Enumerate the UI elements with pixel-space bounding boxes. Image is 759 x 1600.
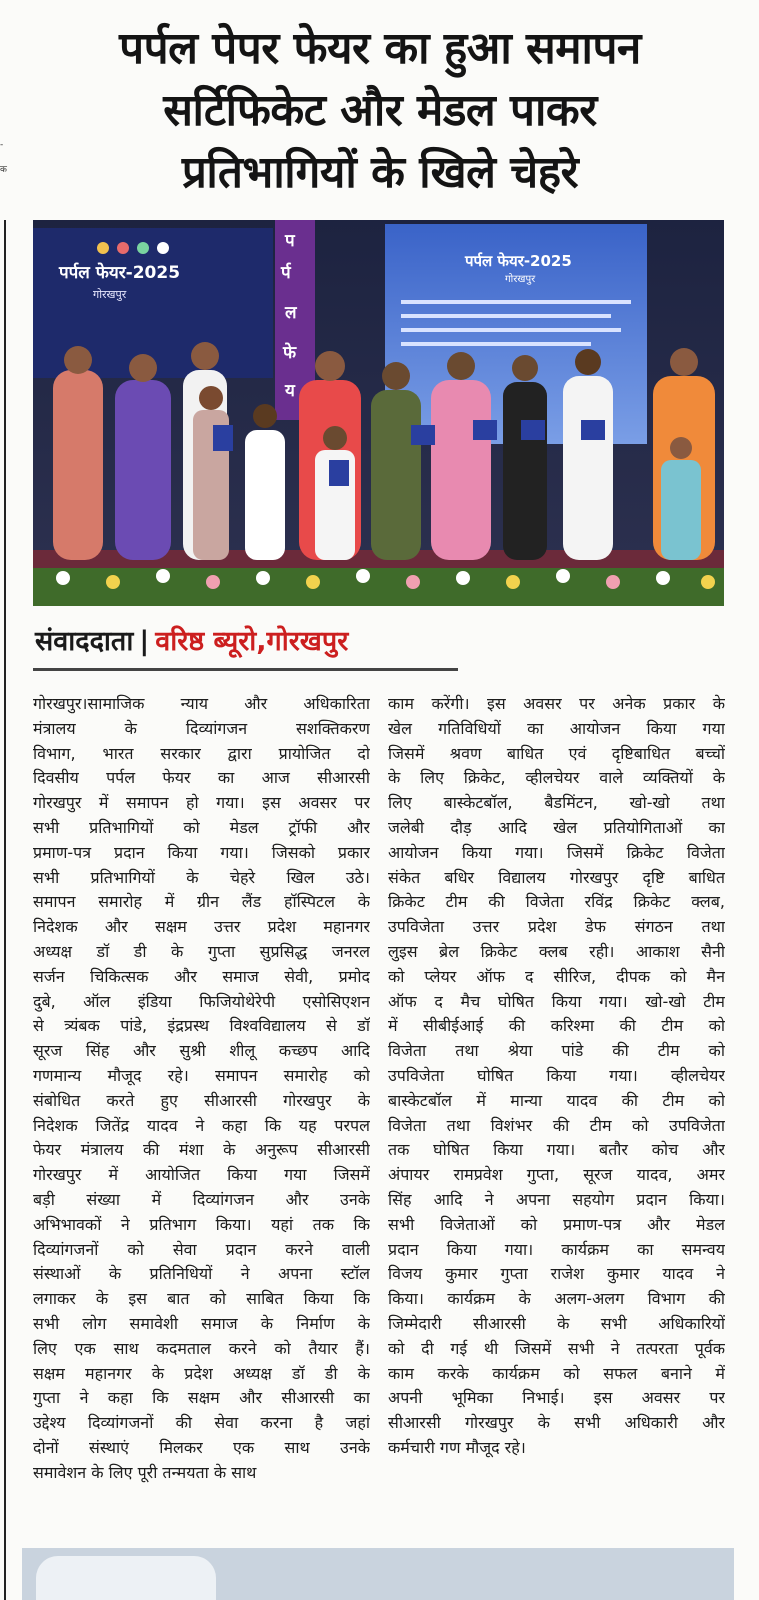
article-line: दोनों संस्थाएं मिलकर एक साथ उनके	[33, 1437, 370, 1457]
article-line: सभी लोग समावेशी समाज के निर्माण के	[33, 1313, 370, 1333]
byline-underline	[33, 668, 458, 671]
article-line: जिम्मेदारी सीआरसी के सभी अधिकारियों	[388, 1313, 725, 1333]
banner-logo	[157, 242, 169, 254]
article-line: समापन समारोह में ग्रीन लैंड हॉस्पिटल के	[33, 892, 370, 912]
headline-line: प्रतिभागियों के खिले चेहरे	[181, 147, 579, 198]
article-line: जिसमें श्रवण बाधित एवं दृष्टिबाधित बच्चों	[388, 743, 725, 763]
article-line: ऑफ द मैच घोषित किया गया। खो-खो टीम	[388, 991, 725, 1011]
article-line: किया। कार्यक्रम के अलग-अलग विभाग की	[388, 1289, 725, 1309]
pillar-letter: ल	[285, 303, 297, 323]
article-line: संबोधित करते हुए सीआरसी गोरखपुर के	[33, 1090, 370, 1110]
pillar-letter: र्प	[281, 263, 291, 283]
article-line: अपनी भूमिका निभाई। इस अवसर पर	[388, 1388, 725, 1408]
article-line: में सीबीईआई की करिश्मा की टीम को	[388, 1016, 725, 1036]
article-line: कर्मचारी गण मौजूद रहे।	[388, 1437, 526, 1457]
article-line: उद्देश्य दिव्यांगजनों की सेवा करना है जहां	[33, 1413, 370, 1433]
byline-label: संवाददाता	[35, 626, 134, 657]
article-line: फेयर मंत्रालय की मंशा के अनुरूप सीआरसी	[33, 1140, 370, 1160]
article-line: लगाकर के इस बात को साबित किया कि	[33, 1289, 370, 1309]
pillar-letter: प	[285, 231, 295, 251]
margin-fragment: -	[0, 140, 4, 150]
pillar-letter: फे	[283, 343, 297, 363]
article-line: गणमान्य मौजूद रहे। समापन समारोह को	[33, 1065, 370, 1085]
article-line: अभिभावकों ने प्रतिभाग किया। यहां तक कि	[33, 1214, 370, 1234]
article-line: काम करके कार्यक्रम को सफल बनाने में	[388, 1363, 725, 1383]
article-line: के लिए क्रिकेट, व्हीलचेयर वाले व्यक्तियों के	[388, 768, 725, 788]
article-line: गोरखपुर में आयोजित किया गया जिसमें	[33, 1165, 370, 1185]
article-line: काम करेंगी। इस अवसर पर अनेक प्रकार के	[388, 694, 725, 713]
left-margin-strip	[0, 0, 14, 1600]
article-line: से त्र्यंबक पांडे, इंद्रप्रस्थ विश्वविद्यालय से डॉ	[33, 1016, 370, 1036]
screen-text-line	[401, 342, 591, 346]
left-banner-title: पर्पल फेयर-2025	[59, 263, 181, 283]
bottom-band	[22, 1548, 734, 1600]
headline-line: सर्टिफिकेट और मेडल पाकर	[163, 85, 597, 136]
margin-fragment: क	[0, 165, 7, 175]
article-line: लुइस ब्रेल क्रिकेट क्लब रही। आकाश सैनी	[388, 941, 725, 961]
article-line: निदेशक और सक्षम उत्तर प्रदेश महानगर	[33, 917, 370, 937]
bottom-band-tab	[36, 1556, 216, 1600]
byline-separator: |	[139, 626, 150, 657]
article-column-left	[33, 692, 370, 1486]
headline	[20, 18, 740, 204]
article-line: बास्केटबॉल में मान्या यादव की टीम को	[388, 1090, 725, 1110]
article-line: सर्जन चिकित्सक और समाज सेवी, प्रमोद	[33, 966, 370, 986]
article-line: सूरज सिंह और सुश्री शीलू कच्छप आदि	[33, 1041, 370, 1061]
article-line: जलेबी दौड़ आदि खेल प्रतियोगिताओं का	[388, 817, 725, 837]
pillar-letter: य	[285, 381, 295, 401]
article-line: मंत्रालय के दिव्यांगजन सशक्तिकरण	[33, 718, 370, 738]
article-line: सभी प्रतिभागियों को मेडल ट्रॉफी और	[33, 817, 370, 837]
article-line: समावेशन के लिए पूरी तन्मयता के साथ	[33, 1462, 257, 1482]
article-line: दिवसीय पर्पल फेयर का आज सीआरसी	[33, 768, 370, 788]
article-column-right	[388, 692, 725, 1461]
screen-text-line	[401, 300, 631, 304]
article-line: दुबे, ऑल इंडिया फिजियोथेरेपी एसोसिएशन	[33, 991, 370, 1011]
article-line: सभी विजेताओं को प्रमाण-पत्र और मेडल	[388, 1214, 725, 1234]
article-line: लिए एक साथ कदमताल करने को तैयार हैं।	[33, 1338, 370, 1358]
headline-line: पर्पल पेपर फेयर का हुआ समापन	[119, 23, 641, 74]
article-line: सिंह आदि ने अपना सहयोग प्रदान किया।	[388, 1189, 725, 1209]
screen-text-line	[401, 328, 621, 332]
article-line: उपविजेता घोषित किया गया। व्हीलचेयर	[388, 1065, 725, 1085]
article-line: दिव्यांगजनों को सेवा प्रदान करने वाली	[33, 1239, 370, 1259]
article-line: बड़ी संख्या में दिव्यांगजन और उनके	[33, 1189, 370, 1209]
event-photo	[33, 220, 724, 606]
article-line: प्रदान किया गया। कार्यक्रम का समन्वय	[388, 1239, 725, 1259]
banner-logo	[97, 242, 109, 254]
event-photo-illustration	[33, 220, 724, 606]
article-line: खेल गतिविधियों का आयोजन किया गया	[388, 718, 725, 738]
article-line: निदेशक जितेंद्र यादव ने कहा कि यह परपल	[33, 1115, 370, 1135]
article-line: क्रिकेट टीम की विजेता रविंद्र क्रिकेट क्लब,	[388, 892, 725, 912]
column-divider	[4, 220, 6, 1600]
article-line: विजेता तथा विशंभर की टीम को उपविजेता	[388, 1115, 725, 1135]
article-line: को प्लेयर ऑफ द सीरिज, दीपक को मैन	[388, 966, 725, 986]
article-line: विजय कुमार गुप्ता राजेश कुमार यादव ने	[388, 1264, 725, 1284]
banner-logo	[117, 242, 129, 254]
byline	[35, 622, 348, 662]
left-banner-subtitle: गोरखपुर	[93, 288, 127, 301]
article-line: लिए बास्केटबॉल, बैडमिंटन, खो-खो तथा	[388, 793, 725, 813]
article-line: विजेता तथा श्रेया पांडे की टीम को	[388, 1041, 725, 1061]
article-line: सीआरसी गोरखपुर के सभी अधिकारी और	[388, 1413, 725, 1433]
article-line: गोरखपुर में समापन हो गया। इस अवसर पर	[33, 793, 370, 813]
banner-logo	[137, 242, 149, 254]
article-line: उपविजेता उत्तर प्रदेश डेफ संगठन तथा	[388, 917, 725, 937]
article-line: अध्यक्ष डॉ डी के गुप्ता सुप्रसिद्ध जनरल	[33, 941, 370, 961]
screen-text-line	[401, 314, 611, 318]
screen-subtitle: गोरखपुर	[505, 274, 536, 285]
article-line: विभाग, भारत सरकार द्वारा प्रायोजित दो	[33, 743, 370, 763]
article-line: आयोजन किया गया। जिसमें क्रिकेट विजेता	[388, 842, 725, 862]
article-line: गोरखपुर।सामाजिक न्याय और अधिकारिता	[33, 694, 370, 713]
article-line: अंपायर रामप्रवेश गुप्ता, सूरज यादव, अमर	[388, 1165, 725, 1185]
byline-bureau: वरिष्ठ ब्यूरो,गोरखपुर	[155, 626, 349, 657]
article-line: सभी प्रतिभागियों के चेहरे खिल उठे।	[33, 867, 370, 887]
article-line: संस्थाओं के प्रतिनिधियों ने अपना स्टॉल	[33, 1264, 370, 1284]
article-line: प्रमाण-पत्र प्रदान किया गया। जिसको प्रकार	[33, 842, 370, 862]
screen-title: पर्पल फेयर-2025	[465, 252, 572, 270]
article-line: सक्षम महानगर के प्रदेश अध्यक्ष डॉ डी के	[33, 1363, 370, 1383]
article-line: संकेत बधिर विद्यालय गोरखपुर दृष्टि बाधित	[388, 867, 725, 887]
flower-decoration	[33, 568, 724, 606]
article-line: को दी गई थी जिसमें सभी ने तत्परता पूर्वक	[388, 1338, 725, 1358]
article-line: तक घोषित किया गया। बतौर कोच और	[388, 1140, 725, 1160]
article-line: गुप्ता ने कहा कि सक्षम और सीआरसी का	[33, 1388, 370, 1408]
